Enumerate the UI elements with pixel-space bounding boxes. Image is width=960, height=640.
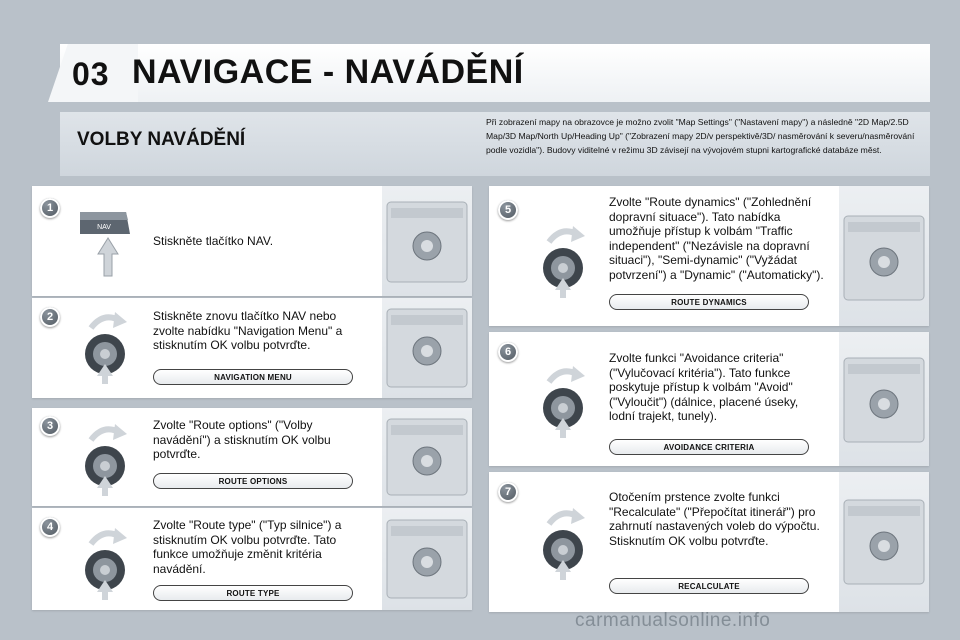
page-title: NAVIGACE - NAVÁDĚNÍ [132,53,524,91]
radio-unit-image [842,340,926,460]
step-badge-3: 3 [40,416,60,436]
watermark: carmanualsonline.info [575,610,771,631]
radio-unit-image [842,196,926,320]
step-text-5: Zvolte "Route dynamics" ("Zohlednění dopravní situace"). Tato nabídka umožňuje přístup k volbám "Traffic independent" ("Nezávisle na dopravní situaci"), "Semi-dynamic" ("Vyžádat potvrzení") a "Dynamic" ("Automaticky"). [609,195,824,282]
step-badge-5: 5 [498,200,518,220]
dial-rotate-icon [75,522,135,600]
menu-pill-avoidance-criteria: AVOIDANCE CRITERIA [609,439,809,455]
menu-pill-route-type: ROUTE TYPE [153,585,353,601]
menu-pill-recalculate: RECALCULATE [609,578,809,594]
dial-rotate-icon [533,502,593,580]
step-text-1: Stiskněte tlačítko NAV. [153,234,274,248]
step-text-2: Stiskněte znovu tlačítko NAV nebo zvolte nabídku "Navigation Menu" a stisknutím OK volbu potvrďte. [153,309,343,352]
nav-button-icon [76,208,136,278]
dial-rotate-icon [75,306,135,384]
radio-unit-image [385,305,469,391]
step-text-7: Otočením prstence zvolte funkci "Recalculate" ("Přepočítat itinerář") pro zahrnutí nastavených voleb do výpočtu. Stisknutím OK volbu potvrďte. [609,490,820,548]
radio-unit-image [385,415,469,499]
intro-text: Při zobrazení mapy na obrazovce je možno zvolit "Map Settings" ("Nastavení mapy") a následně "2D Map/2.5D Map/3D Map/North Up/Heading Up" ("Zobrazení mapy 2D/v perspektivě/3D/ nasměrování k severu/nasměrování podle vozidla"). Budovy viditelné v režimu 3D závisejí na vývojovém stupni kartografické databáze měst. [486,117,915,155]
radio-unit-image [385,194,469,290]
nav-button-label: NAV [97,224,111,231]
menu-pill-navigation-menu: NAVIGATION MENU [153,369,353,385]
menu-pill-route-dynamics: ROUTE DYNAMICS [609,294,809,310]
dial-rotate-icon [75,418,135,496]
radio-unit-image [842,480,926,604]
step-badge-6: 6 [498,342,518,362]
step-text-3: Zvolte "Route options" ("Volby navádění") a stisknutím OK volbu potvrďte. [153,418,331,461]
chapter-number: 03 [72,56,110,92]
step-text-4: Zvolte "Route type" ("Typ silnice") a stisknutím OK volbu potvrďte. Tato funkce umožňuje změnit kritéria navádění. [153,518,342,576]
section-title: VOLBY NAVÁDĚNÍ [77,129,246,150]
step-badge-1: 1 [40,198,60,218]
menu-pill-route-options: ROUTE OPTIONS [153,473,353,489]
dial-rotate-icon [533,360,593,438]
step-badge-4: 4 [40,517,60,537]
dial-rotate-icon [533,220,593,298]
step-badge-2: 2 [40,307,60,327]
radio-unit-image [385,516,469,602]
step-text-6: Zvolte funkci "Avoidance criteria" ("Vylučovací kritéria"). Tato funkce poskytuje přístup k volbám "Avoid" ("Vyloučit") (dálnice, placené úseky, lodní trajekt, tunely). [609,351,799,423]
step-badge-7: 7 [498,482,518,502]
